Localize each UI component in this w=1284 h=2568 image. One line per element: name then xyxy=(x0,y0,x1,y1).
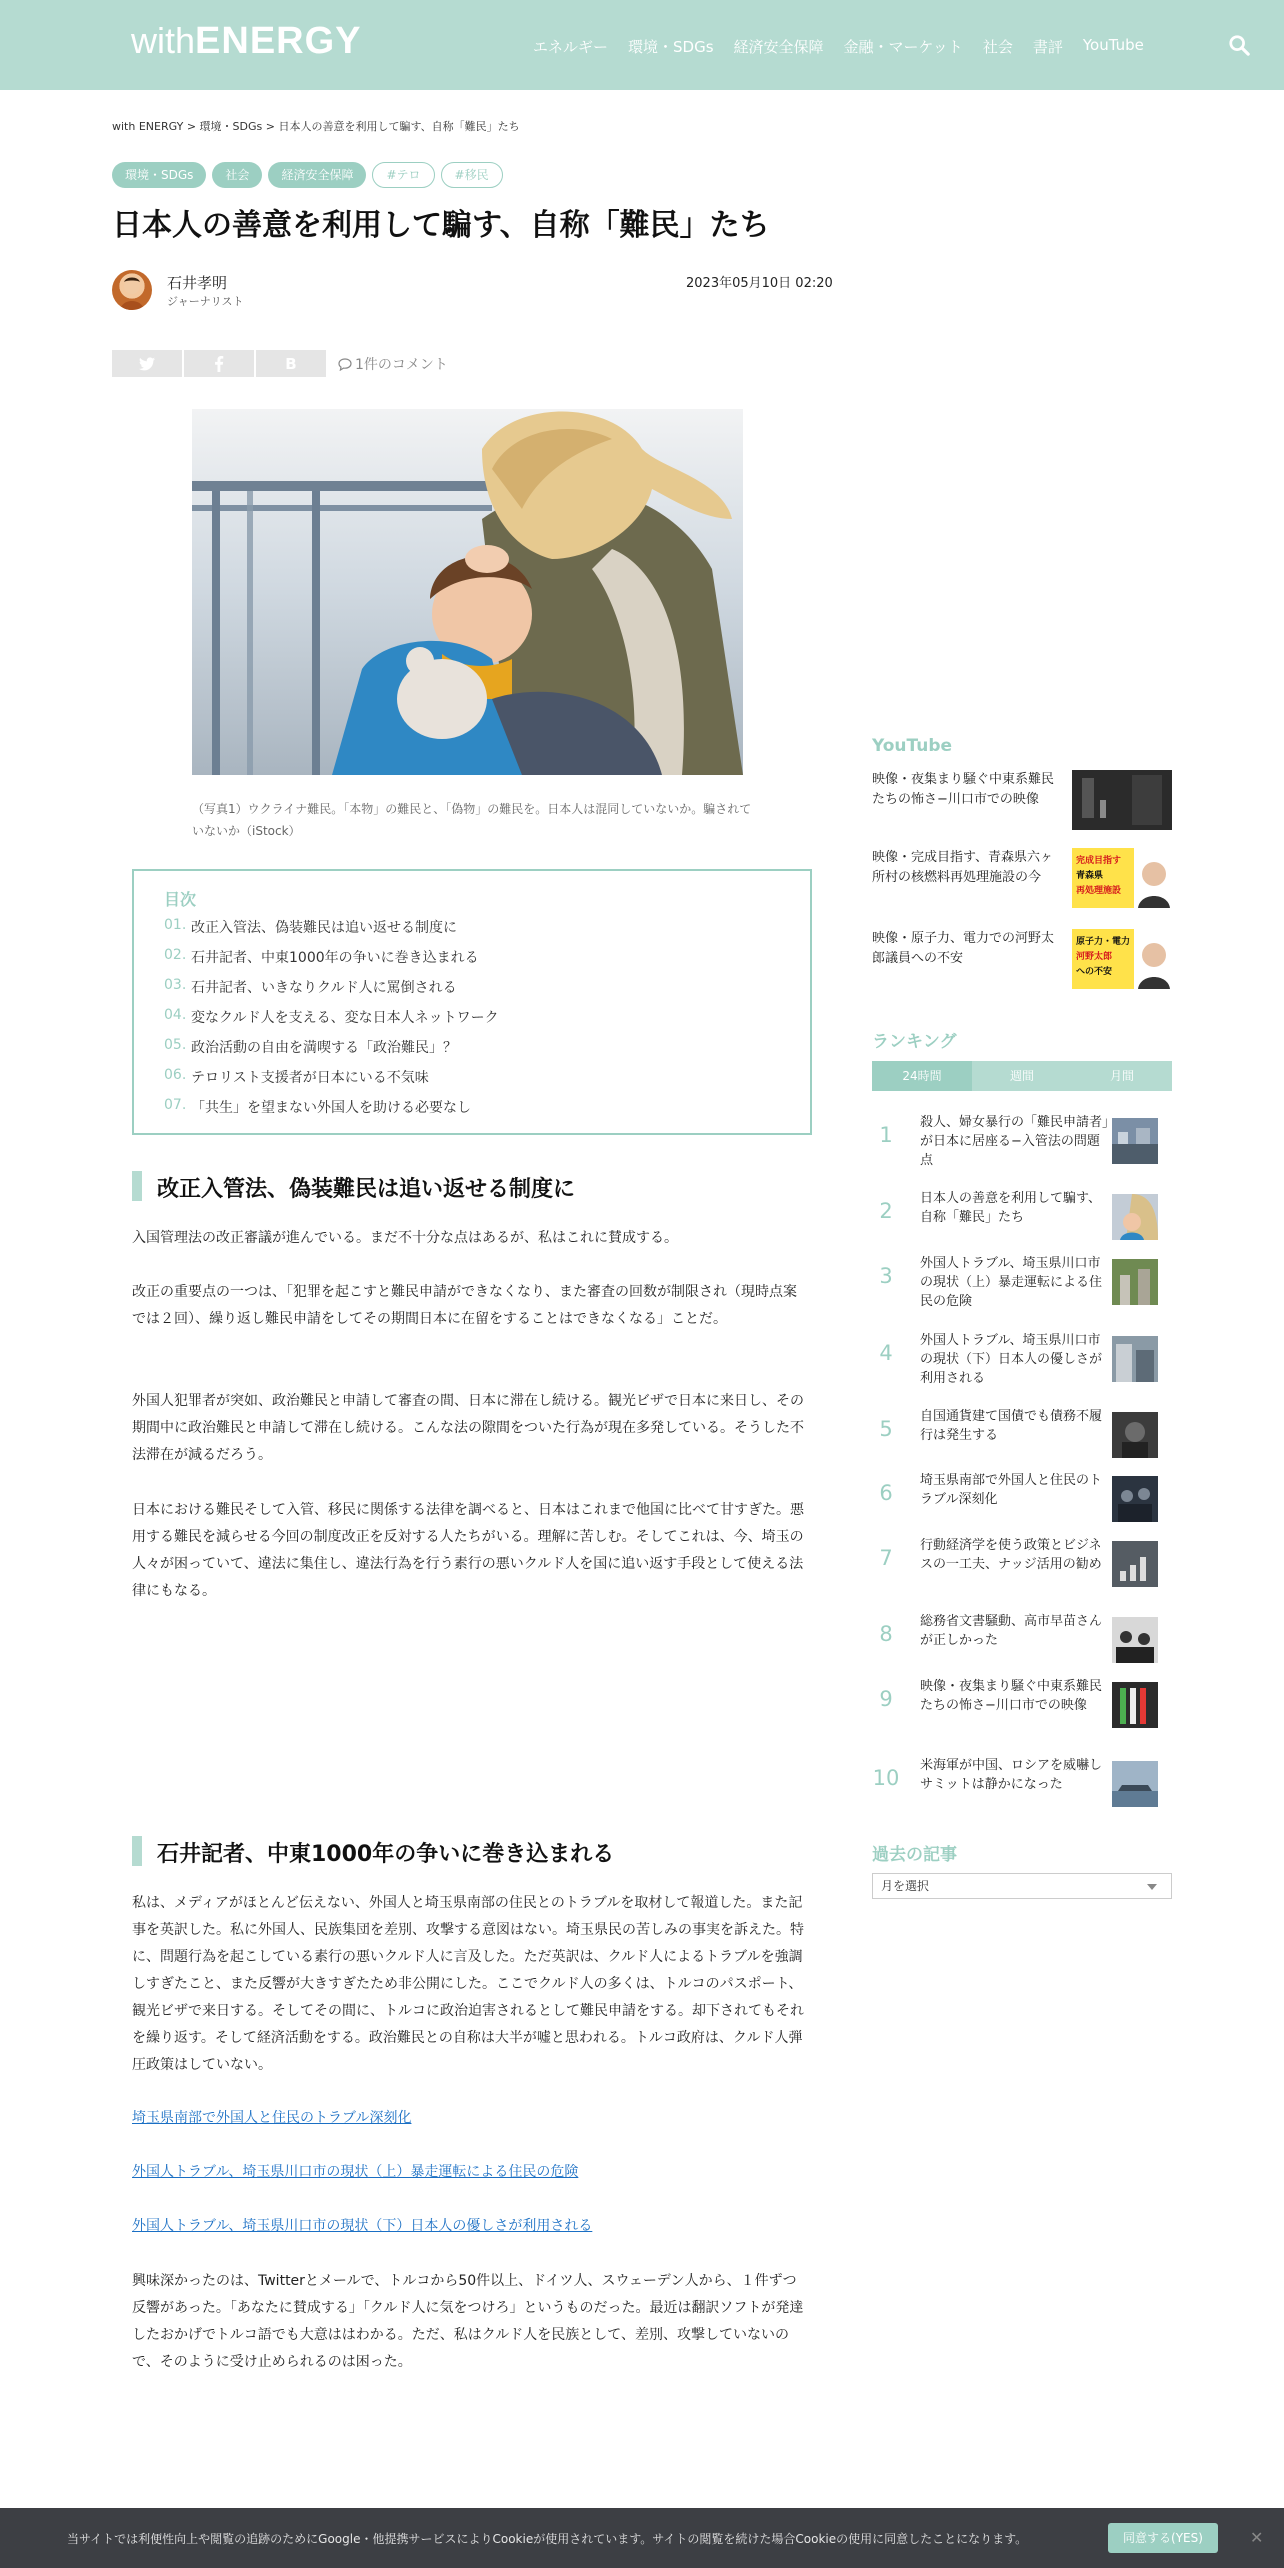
refugee-photo xyxy=(192,409,743,775)
site-logo[interactable]: withENERGY xyxy=(131,20,362,62)
article-thumbnail xyxy=(1112,1761,1158,1807)
hero-image xyxy=(192,409,743,775)
video-thumbnail xyxy=(1072,929,1172,989)
youtube-video-item[interactable]: 映像・完成目指す、青森県六ヶ所村の核燃料再処理施設の今 完成目指す 青森県 再処理施設 xyxy=(872,848,1172,910)
svg-text:再処理施設: 再処理施設 xyxy=(1076,886,1122,896)
article-thumbnail xyxy=(1112,1541,1158,1587)
ranking-item[interactable]: 8 総務省文書騒動、高市早苗さんが正しかった xyxy=(872,1612,1172,1670)
nav-item-economic-security[interactable]: 経済安全保障 xyxy=(733,38,824,56)
breadcrumb-home[interactable]: with ENERGY xyxy=(112,120,184,133)
twitter-icon xyxy=(139,357,155,371)
ranking-section-title: ランキング xyxy=(872,1032,957,1052)
video-thumbnail xyxy=(1072,770,1172,830)
cookie-consent-bar xyxy=(0,2508,1284,2568)
hatena-icon: B xyxy=(285,354,297,373)
comment-count-label: 1件のコメント xyxy=(355,357,448,373)
article-paragraph: 興味深かったのは、Twitterとメールで、トルコから50件以上、ドイツ人、スウェーデン人から、１件ずつ反響があった。「あなたに賛成する」「クルド人に気をつけろ」というものだった。最近は翻訳ソフトが発達したおかげでトルコ語でも大意ははわかる。ただ、私はクルド人を民族として、差別、攻撃していないので、そのように受け止められるのは困った。 xyxy=(132,2273,804,2370)
archive-section-title: 過去の記事 xyxy=(872,1845,957,1865)
toc-item[interactable]: 01. 改正入管法、偽装難民は追い返せる制度に xyxy=(164,917,457,936)
facebook-share-button[interactable] xyxy=(184,350,254,377)
ranking-item[interactable]: 5 自国通貨建て国債でも債務不履行は発生する xyxy=(872,1407,1172,1465)
publish-date: 2023年05月10日 02:20 xyxy=(686,276,833,291)
article-paragraph: 入国管理法の改正審議が進んでいる。まだ不十分な点はあるが、私はこれに賛成する。 xyxy=(132,1230,678,1246)
search-icon[interactable] xyxy=(1228,34,1250,56)
tag-environment[interactable]: 環境・SDGs xyxy=(112,162,206,188)
toc-item[interactable]: 05. 政治活動の自由を満喫する「政治難民」？ xyxy=(164,1037,457,1056)
cookie-notice-text: 当サイトでは利便性向上や閲覧の追跡のためにGoogle・他提携サービスによりCookieが使用されています。サイトの閲覧を続けた場合Cookieの使用に同意したことになります。 xyxy=(67,2532,1028,2546)
nav-item-energy[interactable]: エネルギー xyxy=(533,38,609,56)
facebook-icon xyxy=(214,356,224,372)
tag-society[interactable]: 社会 xyxy=(212,162,262,188)
toc-item[interactable]: 03. 石井記者、いきなりクルド人に罵倒される xyxy=(164,977,457,996)
person-icon xyxy=(112,270,152,310)
section-heading: 改正入管法、偽装難民は追い返せる制度に xyxy=(132,1172,575,1203)
related-article-link[interactable]: 埼玉県南部で外国人と住民のトラブル深刻化 xyxy=(132,2110,412,2126)
toc-item[interactable]: 02. 石井記者、中東1000年の争いに巻き込まれる xyxy=(164,947,479,966)
youtube-video-item[interactable]: 映像・夜集まり騒ぐ中東系難民たちの怖さ−川口市での映像 xyxy=(872,770,1172,832)
chevron-down-icon xyxy=(1147,1884,1157,1890)
tag-immigration[interactable]: #移民 xyxy=(441,162,503,188)
breadcrumb-separator: > xyxy=(186,120,197,133)
svg-text:河野太郎: 河野太郎 xyxy=(1076,952,1113,962)
nav-item-society[interactable]: 社会 xyxy=(982,38,1013,56)
table-of-contents xyxy=(132,869,812,1135)
video-thumbnail xyxy=(1072,848,1172,908)
ranking-item[interactable]: 3 外国人トラブル、埼玉県川口市の現状（上）暴走運転による住民の危険 xyxy=(872,1254,1172,1312)
breadcrumb-category[interactable]: 環境・SDGs xyxy=(199,120,263,133)
page-title: 日本人の善意を利用して騙す、自称「難民」たち xyxy=(112,208,770,243)
nav-item-youtube[interactable]: YouTube xyxy=(1082,36,1144,54)
ranking-item[interactable]: 6 埼玉県南部で外国人と住民のトラブル深刻化 xyxy=(872,1471,1172,1529)
article-thumbnail xyxy=(1112,1118,1158,1164)
hatena-share-button[interactable] xyxy=(256,350,326,377)
breadcrumb xyxy=(112,118,520,134)
article-thumbnail xyxy=(1112,1617,1158,1663)
nav-item-finance[interactable]: 金融・マーケット xyxy=(843,38,963,56)
breadcrumb-current: 日本人の善意を利用して騙す、自称「難民」たち xyxy=(278,120,520,133)
article-thumbnail xyxy=(1112,1412,1158,1458)
ranking-item[interactable]: 9 映像・夜集まり騒ぐ中東系難民たちの怖さ−川口市での映像 xyxy=(872,1677,1172,1735)
ranking-item[interactable]: 1 殺人、婦女暴行の「難民申請者」が日本に居座る−入管法の問題点 xyxy=(872,1113,1172,1171)
article-thumbnail xyxy=(1112,1682,1158,1728)
author-name[interactable]: 石井孝明 xyxy=(167,274,228,292)
related-article-link[interactable]: 外国人トラブル、埼玉県川口市の現状（下）日本人の優しさが利用される xyxy=(132,2218,593,2234)
toc-title: 目次 xyxy=(164,890,197,909)
tab-monthly[interactable]: 月間 xyxy=(1109,1069,1134,1083)
site-header xyxy=(0,0,1284,90)
author-role: ジャーナリスト xyxy=(167,295,244,308)
nav-item-reviews[interactable]: 書評 xyxy=(1032,38,1063,56)
tab-24h[interactable]: 24時間 xyxy=(872,1061,972,1091)
section-heading: 石井記者、中東1000年の争いに巻き込まれる xyxy=(132,1837,614,1868)
ranking-item[interactable]: 7 行動経済学を使う政策とビジネスの一工夫、ナッジ活用の勧め xyxy=(872,1536,1172,1594)
article-thumbnail xyxy=(1112,1259,1158,1305)
toc-list xyxy=(164,917,499,1127)
tag-terror[interactable]: #テロ xyxy=(372,162,434,188)
svg-text:青森県: 青森県 xyxy=(1076,871,1104,881)
cookie-accept-button[interactable]: 同意する(YES) xyxy=(1108,2523,1218,2553)
ranking-tabs xyxy=(872,1061,1172,1091)
main-nav xyxy=(533,36,1144,57)
article-thumbnail xyxy=(1112,1336,1158,1382)
youtube-section-title: YouTube xyxy=(872,736,953,756)
image-caption: （写真1）ウクライナ難民。「本物」の難民と、「偽物」の難民を。日本人は混同していないか。騙されていないか（iStock） xyxy=(192,802,752,838)
toc-item[interactable]: 04. 変なクルド人を支える、変な日本人ネットワーク xyxy=(164,1007,499,1026)
comment-icon xyxy=(338,358,352,371)
twitter-share-button[interactable] xyxy=(112,350,182,377)
comment-count[interactable] xyxy=(338,354,448,374)
article-paragraph: 私は、メディアがほとんど伝えない、外国人と埼玉県南部の住民とのトラブルを取材して報道した。また記事を英訳した。私に外国人、民族集団を差別、攻撃する意図はない。埼玉県民の苦しみの事実を訴えた。特に、問題行為を起こしている素行の悪いクルド人に言及した。ただ英訳は、クルド人によるトラブルを強調しすぎたこと、また反響が大きすぎたため非公開にした。ここでクルド人の多くは、トルコのパスポート、観光ビザで来日する。そしてその間に、トルコに政治迫害されるとして難民申請をする。却下されてもそれを繰り返す。そして経済活動をする。政治難民との自称は大半が嘘と思われる。トルコ政府は、クルド人弾圧政策はしていない。 xyxy=(132,1895,804,2073)
ranking-item[interactable]: 4 外国人トラブル、埼玉県川口市の現状（下）日本人の優しさが利用される xyxy=(872,1331,1172,1389)
svg-text:への不安: への不安 xyxy=(1076,967,1113,977)
article-thumbnail xyxy=(1112,1194,1158,1240)
article-thumbnail xyxy=(1112,1476,1158,1522)
toc-item[interactable]: 07. 「共生」を望まない外国人を助ける必要なし xyxy=(164,1097,471,1116)
article-paragraph: 外国人犯罪者が突如、政治難民と申請して審査の間、日本に滞在し続ける。観光ビザで日本に来日し、その期間中に政治難民と申請して滞在し続ける。こんな法の隙間をついた行為が現在多発している。そうした不法滞在が減るだろう。 xyxy=(132,1393,804,1463)
nav-item-environment[interactable]: 環境・SDGs xyxy=(628,38,714,56)
ranking-item[interactable]: 10 米海軍が中国、ロシアを威嚇しサミットは静かになった xyxy=(872,1756,1172,1814)
toc-item[interactable]: 06. テロリスト支援者が日本にいる不気味 xyxy=(164,1067,429,1086)
close-icon[interactable]: ✕ xyxy=(1250,2528,1264,2547)
archive-month-select[interactable]: 月を選択 xyxy=(872,1873,1172,1899)
author-avatar[interactable] xyxy=(112,270,152,310)
tag-list xyxy=(112,162,503,188)
tab-weekly[interactable]: 週間 xyxy=(1009,1069,1034,1083)
article-paragraph: 改正の重要点の一つは、「犯罪を起こすと難民申請ができなくなり、また審査の回数が制限され（現時点案では２回）、繰り返し難民申請をしてその期間日本に在留をすることはできなくなる」ことだ。 xyxy=(132,1284,797,1327)
tag-economic-security[interactable]: 経済安全保障 xyxy=(268,162,366,188)
svg-text:原子力・電力: 原子力・電力 xyxy=(1076,937,1131,947)
related-article-link[interactable]: 外国人トラブル、埼玉県川口市の現状（上）暴走運転による住民の危険 xyxy=(132,2164,579,2180)
youtube-video-item[interactable]: 映像・原子力、電力での河野太郎議員への不安 原子力・電力 河野太郎 への不安 xyxy=(872,929,1172,991)
svg-text:完成目指す: 完成目指す xyxy=(1076,856,1122,866)
breadcrumb-separator: > xyxy=(265,120,275,133)
share-buttons xyxy=(112,350,326,377)
ranking-item[interactable]: 2 日本人の善意を利用して騙す、自称「難民」たち xyxy=(872,1189,1172,1247)
article-paragraph: 日本における難民そして入管、移民に関係する法律を調べると、日本はこれまで他国に比べて甘すぎた。悪用する難民を減らせる今回の制度改正を反対する人たちがいる。理解に苦しむ。そしてこれは、今、埼玉の人々が困っていて、違法に集住し、違法行為を行う素行の悪いクルド人を国に追い返す手段として使える法律にもなる。 xyxy=(132,1502,804,1599)
